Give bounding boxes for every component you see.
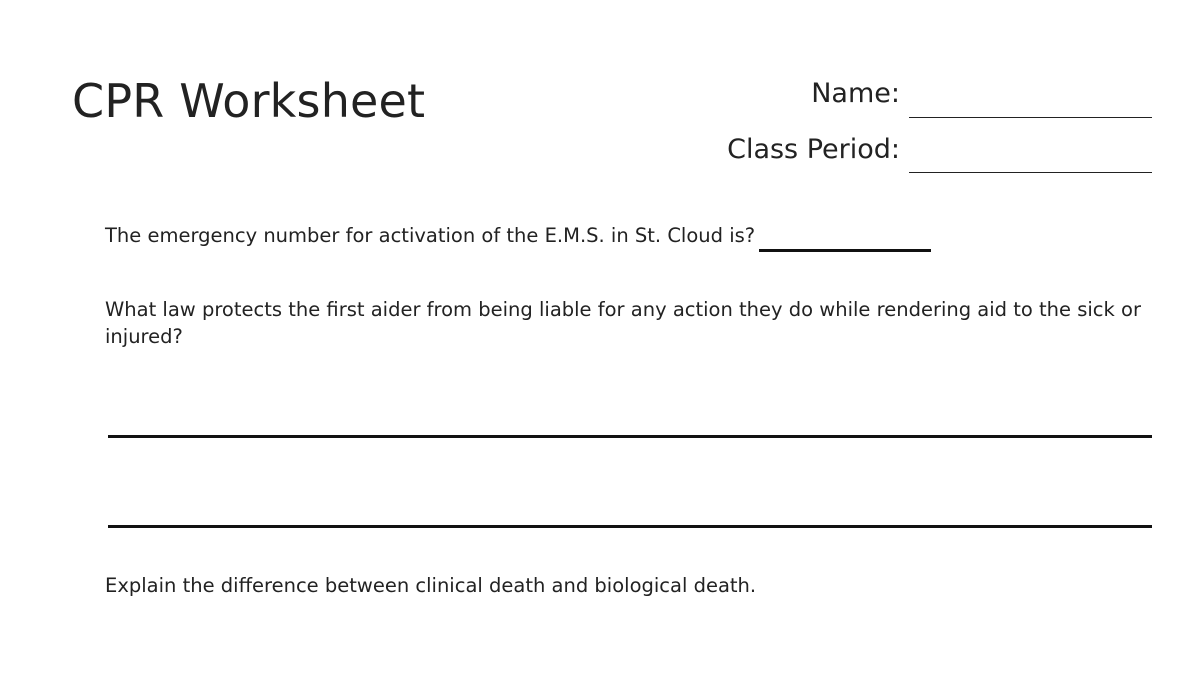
emergency-number-blank[interactable] [759,249,931,252]
class-period-blank[interactable] [909,172,1152,173]
question-text: The emergency number for activation of the E.M.S. in St. Cloud is? [105,224,756,247]
question-emergency-number [105,222,931,252]
class-period-label: Class Period: [727,134,900,165]
worksheet-title: CPR Worksheet [72,74,426,128]
question-liability-law: What law protects the first aider from being liable for any action they do while rendering aid to the sick or injured? [105,298,1141,348]
question-clinical-vs-biological-death: Explain the difference between clinical death and biological death. [105,574,757,597]
answer-line[interactable] [108,525,1152,528]
answer-line[interactable] [108,435,1152,438]
name-label: Name: [811,78,900,109]
name-blank[interactable] [909,117,1152,118]
